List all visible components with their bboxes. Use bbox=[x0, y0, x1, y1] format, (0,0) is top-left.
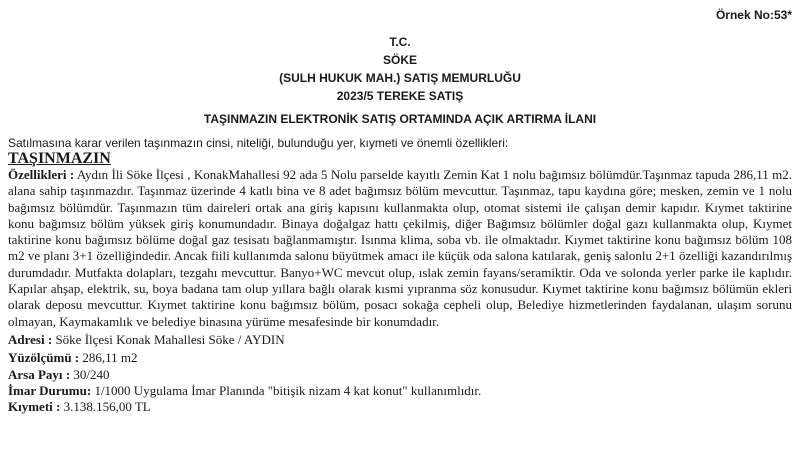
field-label: Özellikleri : bbox=[8, 167, 75, 182]
intro-text: Satılmasına karar verilen taşınmazın cinsi, niteliği, bulunduğu yer, kıymeti ve önemli özellikleri: bbox=[8, 136, 509, 150]
announcement-title: TAŞINMAZIN ELEKTRONİK SATIŞ ORTAMINDA AÇIK ARTIRMA İLANI bbox=[203, 112, 597, 126]
field-value: 3.138.156,00 TL bbox=[63, 399, 151, 415]
field-label: Yüzölçümü : bbox=[8, 350, 80, 366]
header-city: SÖKE bbox=[382, 53, 417, 67]
field-value: Söke İlçesi Konak Mahallesi Söke / AYDIN bbox=[55, 331, 285, 347]
example-number: Örnek No:53* bbox=[715, 8, 792, 22]
field-value: Aydın İli Söke İlçesi , KonakMahallesi 92 ada 5 Nolu parselde kayıtlı Zemin Kat 1 nolu bağımsız bölümdür.Taşınmaz tapuda 286,11 m2. alana sahip taşınmazdır. Taşınmaz üzerinde 4 katlı bina ve 8 adet bağımsız bölüm mevcuttur. Taşınmaz, tapu kaydına göre; mesken, zemin ve 1 nolu bağımsız bölümdür. Taşınmazın tüm daireleri ortak ana giriş kapısını kullanmakta olup, otomat sistemi ile çalışan demir kapıdır. Kıymet taktirine konu bağımsız bölüm yüksek giriş konumundadır. Binaya doğalgaz hattı çekilmiş, diğer Bağımsız bölümler doğal gazı kullanmakta olup, Kıymet taktirine konu bağımsız bölüme doğal gaz tesisatı bağlanmamıştır. Isınma klima, soba vb. ile olmaktadır. Kıymet taktirine konu bağımsız bölüm 108 m2 ve planı 3+1 özelliğindedir. Ancak fiili kullanımda salonu büyütmek amacı ile küçük oda salona katılarak, geniş salonlu 2+1 özelliği kazandırılmış durumdadır. Mutfakta dolapları, tezgahı mevcuttur. Banyo+WC mevcut olup, ıslak zemin fayans/seramiktir. Oda ve solonda yerler parke ile kaplıdır. Kapılar ahşap, elektrik, su, boya badana tam olup yıllara bağlı olarak kısmi yıpranma söz konusudur. Kıymet taktirine konu bağımsız bölümün ekleri olarak deposu mevcuttur. Kıymet taktirine konu bağımsız bölüm, posacı sokağa cepheli olup, Belediye hizmetlerinden faydalanan, ulaşım sorunu olmayan, Kaymakamlık ve belediye binasına yürüme mesafesinde bir konumdadır. bbox=[8, 167, 792, 329]
field-value: 1/1000 Uygulama İmar Planında "bitişik nizam 4 kat konut" kullanımlıdır. bbox=[94, 382, 482, 398]
field-arsa-payi bbox=[8, 367, 792, 383]
field-value: 286,11 m2 bbox=[82, 350, 138, 366]
section-title: TAŞINMAZIN bbox=[8, 150, 111, 167]
property-details bbox=[8, 167, 792, 415]
field-label: Kıymeti : bbox=[8, 399, 61, 415]
document-header bbox=[0, 33, 800, 105]
field-kiymeti bbox=[8, 399, 792, 415]
header-tc: T.C. bbox=[389, 35, 411, 49]
field-ozellikleri bbox=[8, 167, 792, 330]
field-label: Adresi : bbox=[8, 331, 53, 347]
field-value: 30/240 bbox=[73, 366, 110, 382]
header-file-number: 2023/5 TEREKE SATIŞ bbox=[336, 89, 464, 103]
field-imar-durumu bbox=[8, 383, 792, 399]
field-label: Arsa Payı : bbox=[8, 366, 71, 382]
field-label: İmar Durumu: bbox=[8, 382, 92, 398]
field-yuzolcumu bbox=[8, 350, 792, 366]
header-office: (SULH HUKUK MAH.) SATIŞ MEMURLUĞU bbox=[279, 71, 521, 85]
field-adres bbox=[8, 332, 792, 348]
